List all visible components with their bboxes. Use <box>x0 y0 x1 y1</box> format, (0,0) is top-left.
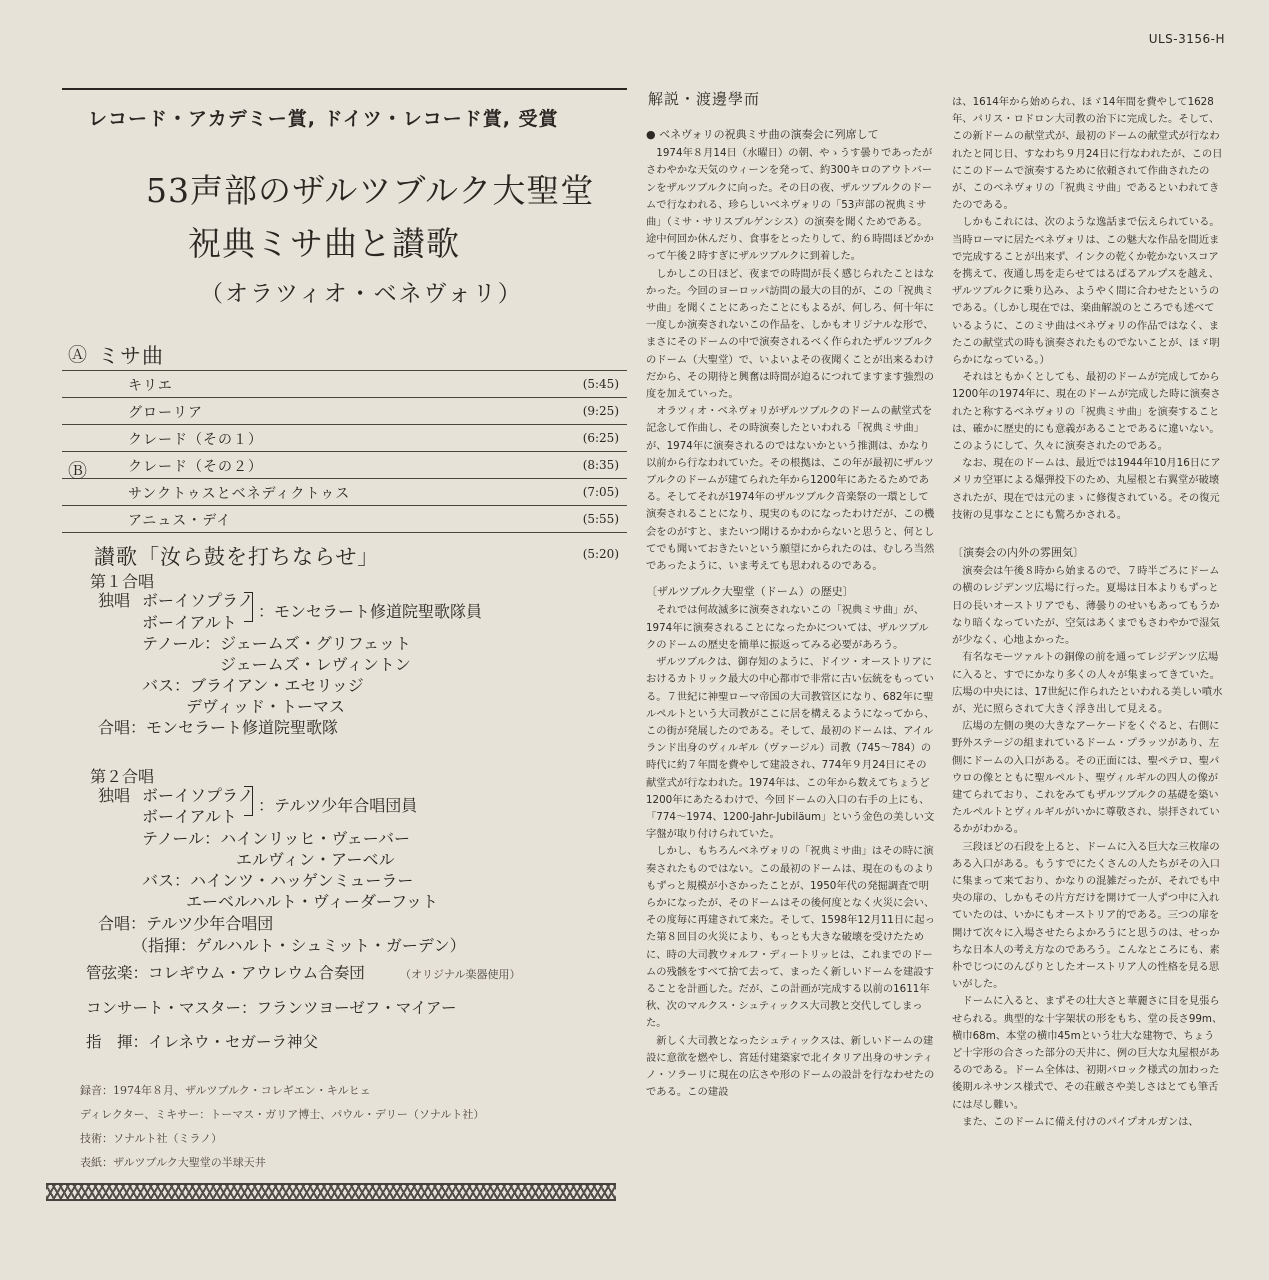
choir1-bracket <box>244 592 253 622</box>
track-name: アニュス・デイ <box>128 513 232 529</box>
paragraph: オラツィオ・ベネヴォリがザルツブルクのドームの献堂式を記念して作曲し、その時演奏したといわれる「祝典ミサ曲」が、1974年に演奏されるのではないかという推測は、かなり以前から行なわれていた。その根拠は、この年が最初にザルツブルクのドームが建てられた年から1200年にあたるためである。そしてそれが1974年のザルツブルク音楽祭の一環として演奏されることになり、現実のものになったわけだが、この機会をのがすと、またいつ聞けるかわからないと思うと、何としてでも聞いておきたいという願望にかられたのは、むしろ当然であったように、いま考えても思われるのである。 <box>646 405 935 573</box>
hymn-duration: (5:20) <box>582 547 619 561</box>
conductor-credit: 指 揮：イレネウ・セガーラ神父 <box>86 1033 319 1051</box>
paragraph: ドームに入ると、まずその壮大さと華麗さに目を見張らせられる。典型的な十字架状の形をもち、堂の長さ99m、横巾68m、本堂の横巾45mという壮大な建物で、ちょうど十字形の合さった部分の天井に、例の巨大な丸屋根があるのである。ドーム全体は、初期バロック様式の加わった後期ルネサンス様式で、その荘厳さや美しさはとても筆舌には尽し難い。 <box>952 995 1223 1111</box>
section-heading-history: 〔ザルツブルク大聖堂（ドーム）の歴史〕 <box>646 585 854 599</box>
track-row <box>62 479 627 506</box>
choir1-boy-group: ：モンセラート修道院聖歌隊員 <box>258 602 483 621</box>
choir1-tenor: テノール：ジェームズ・グリフェット <box>142 634 411 653</box>
paragraph: それでは何故滅多に演奏されないこの「祝典ミサ曲」が、1974年に演奏されることになったかについては、ザルツブルクのドームの歴史を簡単に振返ってみる必要があろう。 <box>646 604 929 651</box>
commentary-column-2 <box>952 94 1224 1131</box>
commentary-column-1 <box>646 118 936 1101</box>
concertmaster-credit: コンサート・マスター：フランツヨーゼフ・マイアー <box>86 999 457 1017</box>
paragraph: なお、現在のドームは、最近では1944年10月16日にアメリカ空軍による爆弾投下のため、丸屋根と右翼堂が破壊されたが、現在では元のまゝに修復されている。その復元技術の見事なことにも驚ろかされる。 <box>952 457 1221 521</box>
catalog-number: ULS-3156-H <box>1148 32 1225 46</box>
track-row <box>62 452 627 482</box>
choir2-director: （指揮：ゲルハルト・シュミット・ガーデン） <box>132 936 466 955</box>
track-duration: (5:45) <box>582 377 619 391</box>
paragraph: 新しく大司教となったシュティックスは、新しいドームの建設に意欲を燃やし、宮廷付建築家で北イタリア出身のサンティノ・ソラーリに現在の広さや形のドームの設計を行なわせたのである。この建設 <box>646 1034 935 1099</box>
paragraph: は、1614年から始められ、ほゞ14年間を費やして1628年、パリス・ロドロン大司教の治下に完成した。そして、この新ドームの献堂式が、最初のドームの献堂式が行なわれたと同じ日、すなわち９月24日に行なわれたが、この日にこのドームで演奏するために依頼されて作曲されたのが、このベネヴォリの「祝典ミサ曲」であるといわれてきたのである。 <box>952 96 1223 212</box>
award-line: レコード・アカデミー賞, ドイツ・レコード賞, 受賞 <box>88 108 559 130</box>
choir2-bass2: エーベルハルト・ヴィーダーフット <box>186 892 439 911</box>
track-name: クレード（その１） <box>128 432 263 448</box>
choir1-solo-label: 独唱 <box>98 591 131 610</box>
paragraph: ザルツブルクは、御存知のように、ドイツ・オーストリアにおけるカトリック最大の中心都市で非常に古い伝統をもっている。７世紀に神聖ローマ帝国の大司教管区になり、682年に聖ルペルトという大司教がここに居を構えるようになってから、この街が発展したのである。そして、最初のドームは、アイルランド出身のヴィルギル（ヴァージル）司教（745～784）の時代に約７年間を費やして建設され、774年９月24日にその献堂式が行なわれた。1974年は、この年から数えてちょうど1200年にあたるわけで、今回ドームの入口の右手の上にも、「774～1974、1200-Jahr-Jubiläum」という金色の美しい文字盤が取り付けられていた。 <box>646 656 935 841</box>
section-heading-concert: ● ベネヴォリの祝典ミサ曲の演奏会に列席して <box>646 128 879 141</box>
paragraph: また、このドームに備え付けのパイプオルガンは、 <box>962 1115 1199 1128</box>
choir2-bass: バス：ハインツ・ハッゲンミューラー <box>142 871 414 890</box>
track-duration: (5:55) <box>582 512 619 526</box>
paragraph: しかしこの日ほど、夜までの時間が長く感じられたことはなかった。今回のヨーロッパ訪問の最大の目的が、この「祝典ミサ曲」を聞くことにあったことにもよるが、何しろ、何十年に一度しか演奏されないこの作品を、しかもオリジナルな形で、まさにそのドームの中で演奏されるべく作られたザルツブルクのドーム（大聖堂）で、いよいよその夜聞くことが出来るわけだから、その期待と興奮は時間が迫るにつれてますます強烈の度を加えていった。 <box>646 267 935 401</box>
choir2-boy-alto: ボーイアルト <box>142 807 237 826</box>
choir2-solo-label: 独唱 <box>98 786 131 805</box>
technical-credit: 技術：ソナルト社（ミラノ） <box>80 1132 223 1145</box>
side-b-mark: Ⓑ <box>68 460 88 482</box>
track-name: クレード（その２） <box>128 459 263 475</box>
paragraph: 有名なモーツァルトの銅像の前を通ってレジデンツ広場に入ると、すでにかなり多くの人々が集まってきていた。広場の中央には、17世紀に作られたといわれる美しい噴水が、光に照らされて大きく浮き出して見える。 <box>952 651 1223 715</box>
recording-credit: 録音：1974年８月、ザルツブルク・コレギエン・キルヒェ <box>80 1084 371 1097</box>
choir1-boy-soprano: ボーイソプラノ <box>142 591 254 610</box>
choir1-chorus: 合唱：モンセラート修道院聖歌隊 <box>98 718 339 737</box>
track-duration: (7:05) <box>582 485 619 499</box>
composer-line: （オラツィオ・ベネヴォリ） <box>200 281 523 307</box>
choir1-tenor2: ジェームズ・レヴィントン <box>220 655 411 674</box>
track-row <box>62 425 627 452</box>
choir2-boy-group: ：テルツ少年合唱団員 <box>258 796 418 815</box>
side-a-mark: Ⓐ <box>68 344 88 366</box>
track-duration: (8:35) <box>582 458 619 472</box>
mass-title: ミサ曲 <box>98 344 164 368</box>
paragraph: それはともかくとしても、最初のドームが完成してから1200年の1974年に、現在のドームが完成した時に演奏されたと称するベネヴォリの「祝典ミサ曲」を演奏することは、確かに歴史的にも意義があることであるに違いない。このようにして、久々に演奏されたのである。 <box>952 371 1221 453</box>
cover-credit: 表紙：ザルツブルク大聖堂の半球天井 <box>80 1156 266 1169</box>
paragraph: 広場の左側の奥の大きなアーケードをくぐると、右側に野外ステージの組まれているドーム・プラッツがあり、左側にドームの入口がある。その正面には、聖ペテロ、聖パウロの像とともに聖ルペルト、聖ヴィルギルの四人の像が建てられており、これをみてもザルツブルクの基礎を築いたルペルトとヴィルギルがいかに尊敬され、崇拝されているかがわかる。 <box>952 720 1220 836</box>
paragraph: 1974年８月14日（水曜日）の朝、やゝうす曇りであったがさわやかな天気のウィーンを発って、約300キロのアウトバーンをザルツブルクに向った。その日の夜、ザルツブルクのドームで行なわれる、珍らしいベネヴォリの「53声部の祝典ミサ曲」（ミサ・サリスブルゲンシス）の演奏を聞くためである。途中何回か休んだり、食事をとったりして、約６時間ほどかかって午後２時すぎにザルツブルクに到着した。 <box>646 147 934 263</box>
track-row <box>62 506 627 533</box>
choir1-boy-alto: ボーイアルト <box>142 613 237 632</box>
hymn-row <box>62 533 627 571</box>
decorative-border-band <box>46 1183 616 1201</box>
choir1-bass2: デヴィッド・トーマス <box>186 697 346 716</box>
commentary-title: 解説・渡邊學而 <box>648 90 761 108</box>
title-line-1: 53声部のザルツブルク大聖堂 <box>146 171 595 210</box>
left-panel <box>62 88 627 571</box>
orchestra-note: （オリジナル楽器使用） <box>400 968 521 981</box>
choir1-heading: 第１合唱 <box>90 572 155 591</box>
track-name: キリエ <box>128 378 173 394</box>
track-name: サンクトゥスとベネディクトゥス <box>128 486 351 502</box>
paragraph: 演奏会は午後８時から始まるので、７時半ごろにドームの横のレジデンツ広場に行った。夏場は日本よりもずっと日の長いオーストリアでも、薄曇りのせいもあってもうかなり暗くなっていたが、空気はあくまでもさわやかで湿気が少なく、心地よかった。 <box>952 565 1220 647</box>
choir1-bass: バス：ブライアン・エセリッジ <box>142 676 364 695</box>
mass-section-row <box>62 336 627 371</box>
choir2-tenor: テノール：ハインリッヒ・ヴェーバー <box>142 829 411 848</box>
track-row <box>62 398 627 425</box>
title-line-2: 祝典ミサ曲と讃歌 <box>188 224 460 263</box>
paragraph: しかし、もちろんベネヴォリの「祝典ミサ曲」はその時に演奏されたものではない。この最初のドームは、現在のものよりもずっと規模が小さかったことが、1950年代の発掘調査で明らかになったが、そのドームはその後何度となく火災に会い、その度毎に再建されて来た。そして、1598年12月11日に起った第８回目の火災により、もっとも大きな破壊を受けたために、時の大司教ウォルフ・ディートリッヒは、これまでのドームの残骸をすべて捨て去って、まったく新しいドームを建設することを計画した。だが、この計画が完成する以前の1611年秋、次のマルクス・シュティックス大司教と交代してしまった。 <box>646 845 936 1030</box>
paragraph: しかもこれには、次のような逸話まで伝えられている。当時ローマに居たベネヴォリは、この魅大な作品を間近まで完成することが出来ず、インクの乾くか乾かないスコアを携えて、夜通し馬を走らせてはるばるアルプスを越え、ザルツブルクに乗り込み、ようやく間に合わせたというのである。（しかし現在では、楽曲解説のところでも述べているように、このミサ曲はベネヴォリの作品ではなく、またこの献堂式の時も演奏されたものでないことが、ほゞ明らかになっている。） <box>952 216 1220 367</box>
top-rule <box>62 88 627 90</box>
choir2-bracket <box>244 786 253 816</box>
choir2-chorus: 合唱：テルツ少年合唱団 <box>98 914 274 933</box>
section-heading-atmosphere: 〔演奏会の内外の雰囲気〕 <box>952 546 1084 560</box>
paragraph: 三段ほどの石段を上ると、ドームに入る巨大な三枚扉のある入口がある。もうすでにたくさんの人たちがその入口に集まって来ており、かなりの混雑だったが、それでも中央の扉の、しかもその片方だけを開けて一人ずつ中に入れていたのは、いかにもオーストリア的である。三つの扉を開けて次々に入場させたらよかろうにと思うのは、せっかちな日本人の考え方なのであろう。こんなところにも、素朴でじつにのんびりとしたオーストリア人の性格を見る思いがした。 <box>952 840 1221 991</box>
choir2-boy-soprano: ボーイソプラノ <box>142 786 254 805</box>
track-list <box>62 336 627 571</box>
track-name: グローリア <box>128 405 203 421</box>
track-duration: (6:25) <box>582 431 619 445</box>
track-row <box>62 371 627 398</box>
choir2-heading: 第２合唱 <box>90 767 155 786</box>
director-mixer-credit: ディレクター、ミキサー：トーマス・ガリア博士、パウル・デリー（ソナルト社） <box>80 1108 485 1121</box>
orchestra-credit: 管弦楽：コレギウム・アウレウム合奏団 <box>86 964 365 982</box>
track-duration: (9:25) <box>582 404 619 418</box>
choir2-tenor2: エルヴィン・アーベル <box>236 850 395 869</box>
hymn-title: 讃歌「汝ら鼓を打ちならせ」 <box>94 545 380 569</box>
